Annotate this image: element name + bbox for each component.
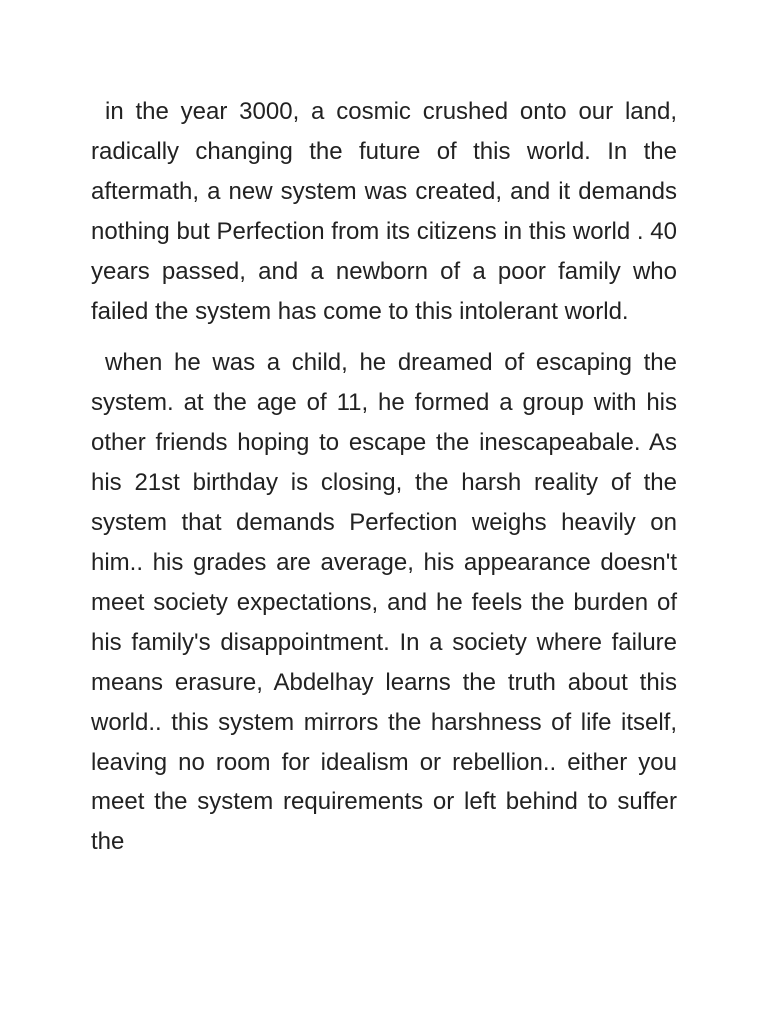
document-page: [91, 92, 677, 862]
paragraph-2: when he was a child, he dreamed of escaping the system. at the age of 11, he formed a group with his other friends hoping to escape the inescapeabale. As his 21st birthday is closing, the harsh reality of the system that demands Perfection weighs heavily on him.. his grades are average, his appearance doesn't meet society expectations, and he feels the burden of his family's disappointment. In a society where failure means erasure, Abdelhay learns the truth about this world.. this system mirrors the harshness of life itself, leaving no room for idealism or rebellion.. either you meet the system requirements or left behind to suffer the: [91, 349, 677, 856]
paragraph-1: in the year 3000, a cosmic crushed onto our land, radically changing the future of this world. In the aftermath, a new system was created, and it demands nothing but Perfection from its citizens in this world . 40 years passed, and a newborn of a poor family who failed the system has come to this intolerant world.: [91, 98, 677, 325]
